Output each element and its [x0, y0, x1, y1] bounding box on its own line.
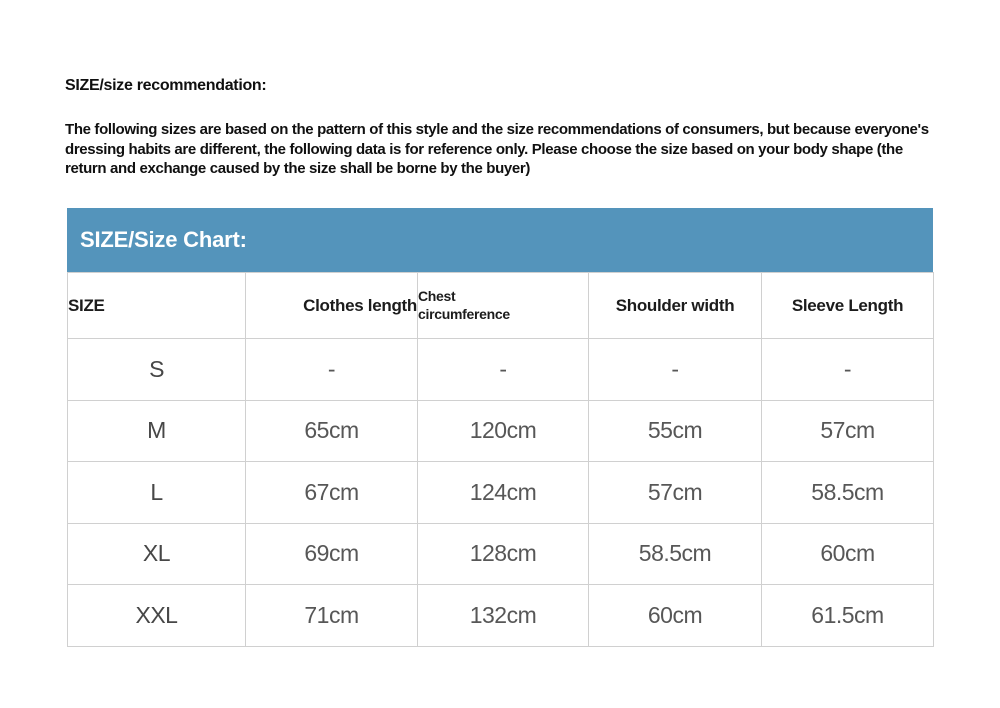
size-chart-banner [67, 208, 933, 272]
table-row-m [68, 400, 934, 462]
cell-chest: 128cm [418, 523, 589, 585]
cell-shoulder: 57cm [589, 462, 762, 524]
cell-clothes-length: - [246, 339, 418, 401]
table-header-row [68, 273, 934, 339]
cell-chest: - [418, 339, 589, 401]
cell-chest: 132cm [418, 585, 589, 647]
cell-size: XL [68, 523, 246, 585]
column-header-sleeve-length: Sleeve Length [762, 273, 934, 339]
column-header-clothes-length: Clothes length [246, 273, 418, 339]
cell-sleeve: 57cm [762, 400, 934, 462]
cell-shoulder: 55cm [589, 400, 762, 462]
cell-chest: 124cm [418, 462, 589, 524]
cell-clothes-length: 67cm [246, 462, 418, 524]
cell-size: XXL [68, 585, 246, 647]
size-chart-table [67, 272, 934, 647]
cell-sleeve: 58.5cm [762, 462, 934, 524]
size-disclaimer-text: The following sizes are based on the pattern of this style and the size recommendations of consumers, but because everyone's dressing habits are different, the following data is for reference only. Please choose the size based on your body shape (the return and exchange caused by the size shall be borne by the buyer) [65, 121, 929, 177]
column-header-shoulder-width: Shoulder width [589, 273, 762, 339]
cell-size: L [68, 462, 246, 524]
cell-sleeve: - [762, 339, 934, 401]
cell-clothes-length: 69cm [246, 523, 418, 585]
size-chart-banner-title: SIZE/Size Chart: [80, 227, 247, 252]
size-recommendation-heading: SIZE/size recommendation: [65, 77, 267, 94]
table-row-xxl [68, 585, 934, 647]
cell-shoulder: - [589, 339, 762, 401]
cell-clothes-length: 65cm [246, 400, 418, 462]
cell-size: M [68, 400, 246, 462]
table-row-xl [68, 523, 934, 585]
cell-clothes-length: 71cm [246, 585, 418, 647]
column-header-size: SIZE [68, 273, 246, 339]
cell-sleeve: 60cm [762, 523, 934, 585]
cell-shoulder: 58.5cm [589, 523, 762, 585]
cell-sleeve: 61.5cm [762, 585, 934, 647]
table-row-s [68, 339, 934, 401]
cell-size: S [68, 339, 246, 401]
column-header-chest-circumference-label: Chest circumference [418, 288, 510, 322]
cell-shoulder: 60cm [589, 585, 762, 647]
cell-chest: 120cm [418, 400, 589, 462]
column-header-chest-circumference [418, 273, 589, 339]
table-row-l [68, 462, 934, 524]
